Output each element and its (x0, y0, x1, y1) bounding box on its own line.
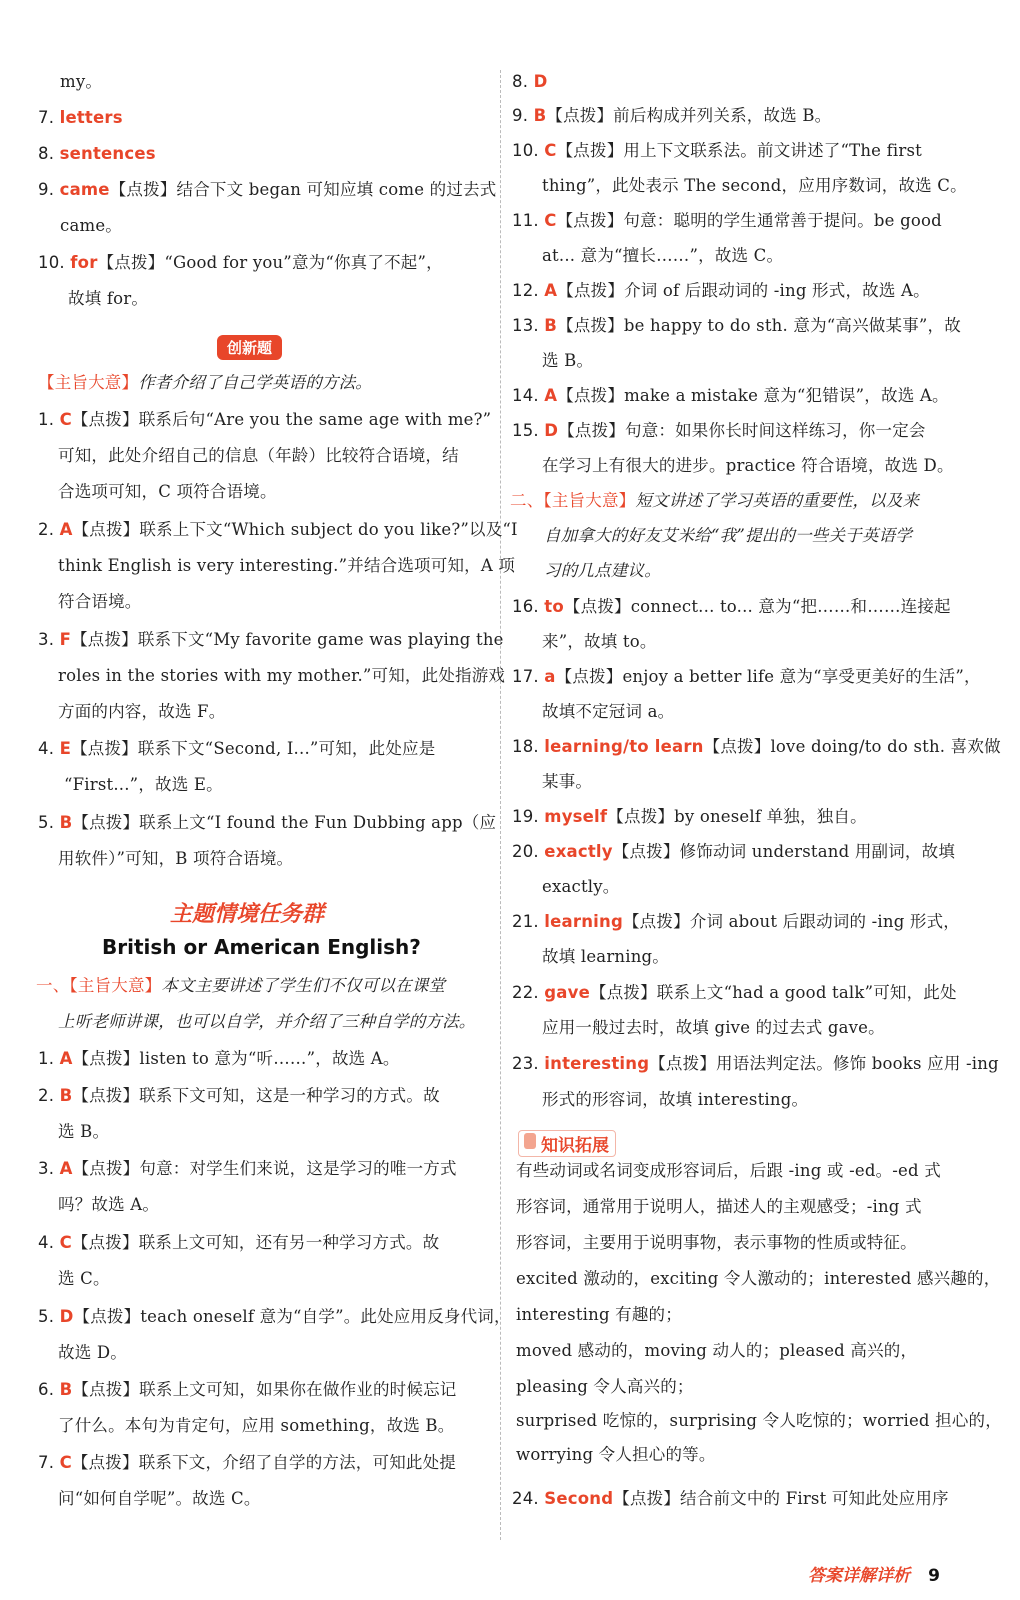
item-number: 18. (512, 737, 545, 756)
answer-key: came (59, 180, 110, 199)
item-number: 4. (38, 1233, 60, 1252)
sub-title: British or American English? (102, 935, 421, 959)
explanation-text: 可知，此处介绍自己的信息（年龄）比较符合语境，结 (58, 446, 459, 465)
explanation-text: 在学习上有很大的进步。practice 符合语境，故选 D。 (542, 456, 954, 475)
explanation-text: “First...”，故选 E。 (64, 775, 223, 794)
main-idea-1-text: 作者介绍了自己学英语的方法。 (138, 373, 373, 392)
answer-key: gave (544, 983, 590, 1002)
answer-line (38, 519, 518, 541)
item-number: 8. (512, 72, 534, 91)
answer-key: D (533, 72, 548, 91)
explanation-text: 故填 learning。 (542, 947, 670, 966)
explanation-text: 【点拨】句意：对学生们来说，这是学习的唯一方式 (72, 1159, 457, 1178)
answer-key: F (59, 630, 72, 649)
answer-key: interesting (544, 1054, 650, 1073)
item-number: 21. (512, 912, 545, 931)
answer-line (512, 596, 951, 618)
explanation-text: 【点拨】联系下文“Second, I...”可知，此处应是 (71, 739, 436, 758)
answer-line (58, 1268, 110, 1290)
explanation-text: 【点拨】介词 about 后跟动词的 -ing 形式， (622, 912, 960, 931)
answer-line (542, 245, 783, 267)
answer-key: A (59, 1159, 73, 1178)
answer-key: B (59, 1086, 73, 1105)
main-idea-3-third-line (544, 560, 661, 582)
main-idea-1-label: 【主旨大意】 (38, 373, 139, 392)
main-idea-2-text-b: 上听老师讲课，也可以自学，并介绍了三种自学的方法。 (58, 1012, 476, 1031)
answer-line (512, 385, 949, 407)
explanation-text: 【点拨】“Good for you”意为“你真了不起”， (97, 253, 443, 272)
answer-key: C (544, 141, 557, 160)
explanation-text: 【点拨】listen to 意为“听……”，故选 A。 (72, 1049, 400, 1068)
explanation-text: 【点拨】句意：如果你长时间这样练习，你一定会 (558, 421, 926, 440)
explanation-text: exactly。 (542, 877, 620, 896)
answer-line (512, 736, 1001, 758)
answer-line (516, 1196, 922, 1218)
answer-line (542, 701, 674, 723)
answer-line (542, 350, 593, 372)
explanation-text: roles in the stories with my mother.”可知，此处指游戏 (58, 666, 506, 685)
item-number: 3. (38, 1159, 60, 1178)
main-idea-2-text-a: 本文主要讲述了学生们不仅可以在课堂 (161, 976, 446, 995)
explanation-text: 形容词，主要用于说明事物，表示事物的性质或特征。 (516, 1233, 917, 1252)
explanation-text: 【点拨】enjoy a better life 意为“享受更美好的生活”， (555, 667, 981, 686)
explanation-text: 【点拨】用上下文联系法。前文讲述了“The first (556, 141, 922, 160)
main-idea-2-label: 【主旨大意】 (69, 976, 162, 995)
answer-line (516, 1160, 941, 1182)
answer-line (58, 445, 459, 467)
answer-line (512, 841, 955, 863)
item-number: 15. (512, 421, 545, 440)
explanation-text: 合选项可知，C 项符合语境。 (58, 482, 277, 501)
answer-key: A (59, 1049, 73, 1068)
answer-line (512, 315, 961, 337)
explanation-text: think English is very interesting.”并结合选项可知，A 项 (58, 556, 516, 575)
answer-line (512, 105, 831, 127)
explanation-text: 【点拨】联系上文可知，如果你在做作业的时候忘记 (72, 1380, 457, 1399)
answer-line (542, 946, 669, 968)
answer-line (58, 701, 225, 723)
answer-line (58, 848, 293, 870)
answer-line (516, 1376, 694, 1398)
answer-key: a (544, 667, 556, 686)
answer-line (516, 1410, 1002, 1432)
answer-line (512, 806, 867, 828)
answer-line (58, 1488, 261, 1510)
explanation-text: 【点拨】联系下文“My favorite game was playing the (71, 630, 504, 649)
answer-line (516, 1268, 1000, 1290)
footer-label: 答案详解详析 (808, 1566, 910, 1586)
explanation-text: 【点拨】句意：聪明的学生通常善于提问。be good (556, 211, 942, 230)
section-title: 主题情境任务群 (170, 902, 325, 927)
explanation-text: 【点拨】联系上文可知，还有另一种学习方式。故 (71, 1233, 440, 1252)
explanation-text: 形容词，通常用于说明人，描述人的主观感受；-ing 式 (516, 1197, 922, 1216)
item-number: 5. (38, 1307, 60, 1326)
main-idea-3-label: 【主旨大意】 (543, 491, 636, 510)
answer-line (516, 1304, 682, 1326)
main-idea-3-text-a: 短文讲述了学习英语的重要性，以及来 (635, 491, 920, 510)
answer-line (58, 1342, 127, 1364)
answer-line (516, 1232, 917, 1254)
answer-line (38, 629, 504, 651)
item-number: 5. (38, 813, 60, 832)
answer-key: to (544, 597, 564, 616)
explanation-text: 用软件）”可知，B 项符合语境。 (58, 849, 294, 868)
answer-key: myself (544, 807, 608, 826)
main-idea-3-first-line (510, 490, 919, 512)
explanation-text: 【点拨】联系上下文“Which subject do you like?”以及“I (72, 520, 518, 539)
explanation-text: 有些动词或名词变成形容词后，后跟 -ing 或 -ed。-ed 式 (516, 1161, 941, 1180)
answer-key: A (59, 520, 73, 539)
item-number: 14. (512, 386, 545, 405)
explanation-text: 【点拨】teach oneself 意为“自学”。此处应用反身代词， (73, 1307, 511, 1326)
answer-line (38, 1048, 400, 1070)
item-number: 9. (38, 180, 60, 199)
answer-key: C (59, 1233, 72, 1252)
main-idea-3-second-line (544, 525, 912, 547)
item-number: 1. (38, 410, 60, 429)
item-number: 10. (512, 141, 545, 160)
explanation-text: 【点拨】be happy to do sth. 意为“高兴做某事”，故 (557, 316, 961, 335)
answer-key: letters (59, 108, 123, 127)
answer-key: B (59, 1380, 73, 1399)
answer-line (542, 771, 592, 793)
explanation-text: 故选 D。 (58, 1343, 127, 1362)
main-idea-2-second-line (58, 1011, 476, 1033)
item-number: 3. (38, 630, 60, 649)
answer-line (38, 812, 496, 834)
answer-key: D (544, 421, 559, 440)
answer-line (38, 1158, 457, 1180)
answer-line (58, 555, 515, 577)
answer-line (512, 1053, 999, 1075)
explanation-text: 【点拨】connect... to... 意为“把……和……连接起 (563, 597, 951, 616)
explanation-text: 吗？故选 A。 (58, 1195, 160, 1214)
answer-key: B (544, 316, 558, 335)
item-number: 1. (38, 1049, 60, 1068)
explanation-text: 【点拨】by oneself 单独，独自。 (607, 807, 867, 826)
explanation-text: 选 B。 (542, 351, 594, 370)
answer-line (512, 140, 922, 162)
item-number: 20. (512, 842, 545, 861)
answer-line (38, 1232, 439, 1254)
answer-line (516, 1444, 716, 1466)
answer-line (58, 591, 142, 613)
explanation-text: 选 C。 (58, 1269, 110, 1288)
answer-line (38, 1379, 456, 1401)
answer-key: C (544, 211, 557, 230)
answer-key: B (533, 106, 547, 125)
answer-line (542, 631, 657, 653)
item-number: 12. (512, 281, 545, 300)
answer-line (542, 1089, 808, 1111)
answer-line (38, 738, 435, 760)
answer-line (512, 210, 942, 232)
answer-line (58, 481, 277, 503)
answer-key: B (59, 813, 73, 832)
explanation-text: 选 B。 (58, 1122, 110, 1141)
answer-key: learning/to learn (544, 737, 704, 756)
answer-key: exactly (544, 842, 613, 861)
explanation-text: 形式的形容词，故填 interesting。 (542, 1090, 809, 1109)
answer-key: learning (544, 912, 623, 931)
item-number: 7. (38, 1453, 60, 1472)
answer-line (38, 107, 123, 129)
explanation-text: 【点拨】联系下文，介绍了自学的方法，可知此处提 (71, 1453, 457, 1472)
explanation-text: 【点拨】修饰动词 understand 用副词，故填 (612, 842, 956, 861)
item-number: 9. (512, 106, 534, 125)
answer-line (38, 252, 443, 274)
item-number: 6. (38, 1380, 60, 1399)
answer-line (516, 1340, 917, 1362)
explanation-text: 了什么。本句为肯定句，应用 something，故选 B。 (58, 1416, 455, 1435)
answer-line (60, 71, 102, 93)
answer-line (542, 876, 619, 898)
item-number: 19. (512, 807, 545, 826)
item-number: 23. (512, 1054, 545, 1073)
explanation-text: surprised 吃惊的，surprising 令人吃惊的；worried 担心的， (516, 1411, 1002, 1430)
answer-key: A (544, 386, 558, 405)
item-number: 10. (38, 253, 71, 272)
explanation-text: 应用一般过去时，故填 give 的过去式 gave。 (542, 1018, 885, 1037)
part-two-prefix: 二、 (510, 491, 544, 510)
explanation-text: 故填 for。 (68, 289, 149, 308)
item-number: 11. (512, 211, 545, 230)
answer-key: A (544, 281, 558, 300)
knowledge-icon (524, 1133, 536, 1149)
answer-line (58, 665, 505, 687)
answer-line (512, 71, 548, 93)
item-number: 2. (38, 520, 60, 539)
answer-line (512, 420, 926, 442)
answer-key: sentences (59, 144, 156, 163)
explanation-text: 【点拨】联系上文“had a good talk”可知，此处 (590, 983, 957, 1002)
explanation-text: 【点拨】联系下文可知，这是一种学习的方式。故 (72, 1086, 440, 1105)
main-idea-1 (38, 372, 372, 394)
answer-line (512, 911, 960, 933)
answer-line (38, 1085, 440, 1107)
item-number: 8. (38, 144, 60, 163)
explanation-text: thing”，此处表示 The second，应用序数词，故选 C。 (542, 176, 967, 195)
explanation-text: 【点拨】联系上文“I found the Fun Dubbing app（应 (72, 813, 497, 832)
answer-line (58, 1121, 109, 1143)
item-number: 2. (38, 1086, 60, 1105)
knowledge-box-label: 知识拓展 (541, 1136, 609, 1156)
answer-line (38, 179, 496, 201)
explanation-text: 某事。 (542, 772, 593, 791)
explanation-text: 符合语境。 (58, 592, 142, 611)
innovation-badge: 创新题 (217, 335, 282, 360)
item-number: 24. (512, 1489, 545, 1508)
answer-line (512, 280, 930, 302)
answer-line (58, 1415, 454, 1437)
explanation-text: 【点拨】联系后句“Are you the same age with me?” (71, 410, 492, 429)
part-one-prefix: 一、 (36, 976, 70, 995)
explanation-text: 方面的内容，故选 F。 (58, 702, 226, 721)
answer-line (68, 288, 148, 310)
answer-line (58, 1194, 159, 1216)
explanation-text: 【点拨】介词 of 后跟动词的 -ing 形式，故选 A。 (557, 281, 930, 300)
main-idea-3-text-c: 习的几点建议。 (544, 561, 661, 580)
explanation-text: excited 激动的，exciting 令人激动的；interested 感兴趣的， (516, 1269, 1001, 1288)
explanation-text: pleasing 令人高兴的； (516, 1377, 694, 1396)
page-number: 9 (928, 1566, 940, 1586)
item-number: 22. (512, 983, 545, 1002)
main-idea-3-text-b: 自加拿大的好友艾米给“我”提出的一些关于英语学 (544, 526, 912, 545)
answer-line (38, 1452, 456, 1474)
answer-line (512, 982, 957, 1004)
explanation-text: 【点拨】结合前文中的 First 可知此处应用序 (613, 1489, 949, 1508)
explanation-text: my。 (60, 72, 103, 91)
answer-key: E (59, 739, 72, 758)
answer-line (64, 774, 223, 796)
answer-line (38, 409, 491, 431)
knowledge-box (518, 1130, 616, 1157)
item-number: 17. (512, 667, 545, 686)
explanation-text: 故填不定冠词 a。 (542, 702, 675, 721)
explanation-text: 【点拨】前后构成并列关系，故选 B。 (546, 106, 832, 125)
answer-line (60, 215, 122, 237)
answer-line (38, 1306, 511, 1328)
answer-line (38, 143, 156, 165)
explanation-text: 【点拨】结合下文 began 可知应填 come 的过去式 (109, 180, 497, 199)
explanation-text: at... 意为“擅长……”，故选 C。 (542, 246, 784, 265)
answer-key: C (59, 1453, 72, 1472)
item-number: 4. (38, 739, 60, 758)
main-idea-2-first-line (36, 975, 445, 997)
explanation-text: 【点拨】make a mistake 意为“犯错误”，故选 A。 (557, 386, 949, 405)
answer-key: C (59, 410, 72, 429)
answer-line (542, 175, 967, 197)
explanation-text: worrying 令人担心的等。 (516, 1445, 716, 1464)
explanation-text: moved 感动的，moving 动人的；pleased 高兴的， (516, 1341, 918, 1360)
answer-key: D (59, 1307, 74, 1326)
item-number: 16. (512, 597, 545, 616)
explanation-text: 问“如何自学呢”。故选 C。 (58, 1489, 261, 1508)
answer-key: Second (544, 1489, 614, 1508)
item-number: 13. (512, 316, 545, 335)
item-number: 7. (38, 108, 60, 127)
answer-line (512, 666, 981, 688)
explanation-text: came。 (60, 216, 122, 235)
explanation-text: 来”，故填 to。 (542, 632, 657, 651)
answer-line (512, 1488, 949, 1510)
answer-line (542, 1017, 885, 1039)
answer-key: for (70, 253, 98, 272)
answer-line (542, 455, 954, 477)
explanation-text: 【点拨】用语法判定法。修饰 books 应用 -ing (649, 1054, 999, 1073)
explanation-text: 【点拨】love doing/to do sth. 喜欢做 (703, 737, 1001, 756)
explanation-text: interesting 有趣的； (516, 1305, 682, 1324)
